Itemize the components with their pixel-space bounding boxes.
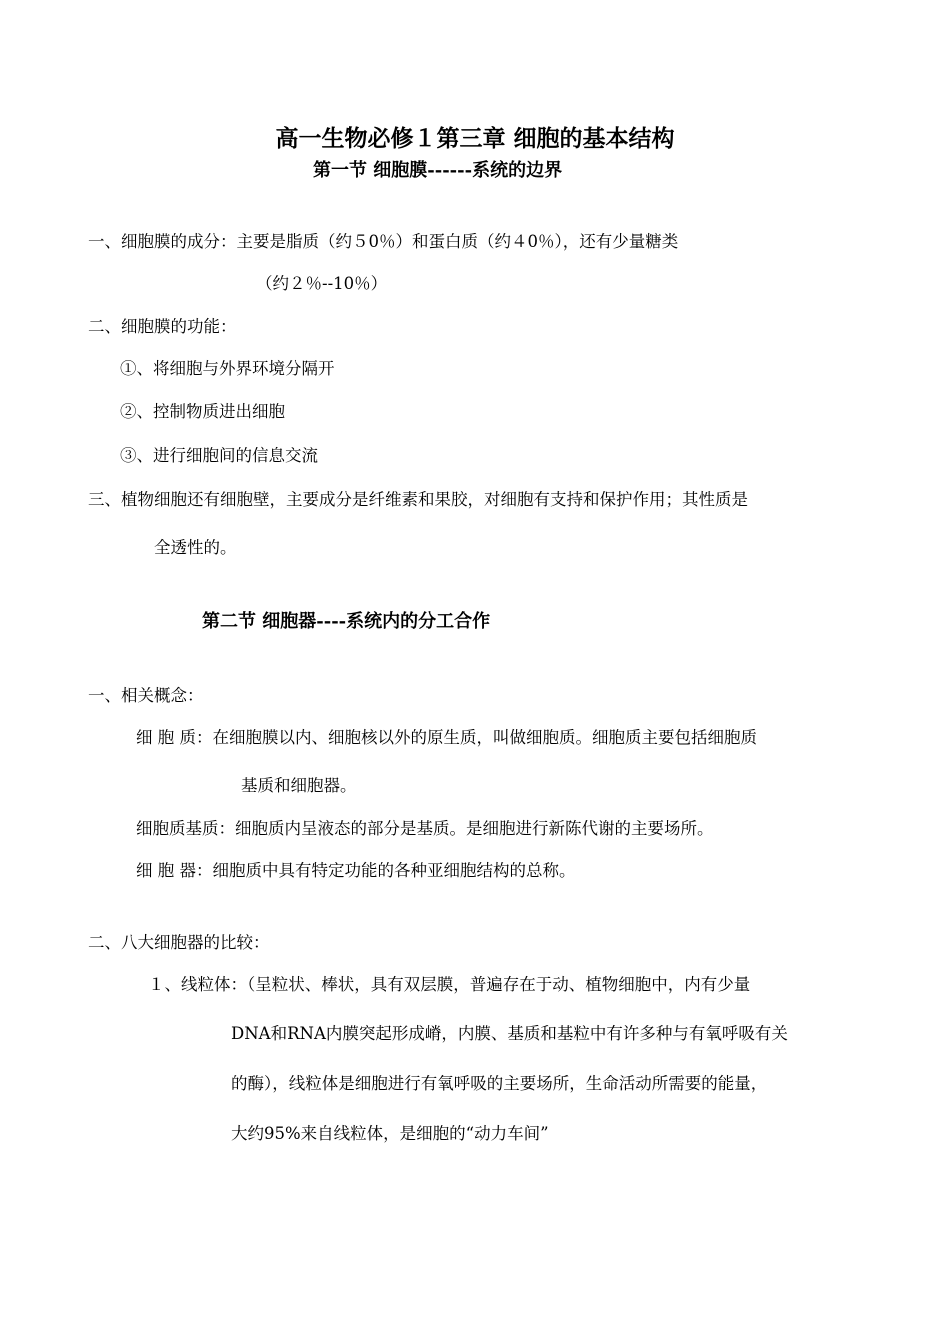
cytoplasm-definition-line2: 基质和细胞器。: [241, 776, 357, 795]
cell-wall-line1: 三、植物细胞还有细胞壁，主要成分是纤维素和果胶，对细胞有支持和保护作用；其性质是: [88, 490, 748, 509]
cell-wall-line2: 全透性的。: [154, 538, 237, 557]
mitochondria-line3: 的酶），线粒体是细胞进行有氧呼吸的主要场所，生命活动所需要的能量，: [231, 1074, 768, 1093]
membrane-function-2: ②、控制物质进出细胞: [120, 402, 285, 421]
mitochondria-line1: １、线粒体：（呈粒状、棒状，具有双层膜，普遍存在于动、植物细胞中，内有少量: [148, 975, 751, 994]
concepts-heading: 一、相关概念：: [88, 686, 204, 705]
membrane-function-1: ①、将细胞与外界环境分隔开: [120, 359, 335, 378]
section1-heading: 第一节 细胞膜------系统的边界: [313, 160, 563, 181]
mitochondria-line2: DNA和RNA内膜突起形成嵴，内膜、基质和基粒中有许多种与有氧呼吸有关: [231, 1024, 788, 1043]
organelle-definition: 细 胞 器：细胞质中具有特定功能的各种亚细胞结构的总称。: [136, 861, 576, 880]
matrix-definition: 细胞质基质：细胞质内呈液态的部分是基质。是细胞进行新陈代谢的主要场所。: [136, 819, 714, 838]
cytoplasm-definition-line1: 细 胞 质：在细胞膜以内、细胞核以外的原生质，叫做细胞质。细胞质主要包括细胞质: [136, 728, 757, 747]
membrane-function-heading: 二、细胞膜的功能：: [88, 317, 237, 336]
organelle-comparison-heading: 二、八大细胞器的比较：: [88, 933, 270, 952]
membrane-function-3: ③、进行细胞间的信息交流: [120, 446, 318, 465]
membrane-composition-line1: 一、细胞膜的成分：主要是脂质（约５0％）和蛋白质（约４0％），还有少量糖类: [88, 232, 679, 251]
section2-heading: 第二节 细胞器----系统内的分工合作: [202, 611, 491, 632]
mitochondria-line4: 大约95%来自线粒体，是细胞的“动力车间”: [231, 1124, 549, 1143]
document-title: 高一生物必修１第三章 细胞的基本结构: [275, 125, 675, 152]
membrane-composition-line2: （约２％--10％）: [256, 274, 388, 293]
